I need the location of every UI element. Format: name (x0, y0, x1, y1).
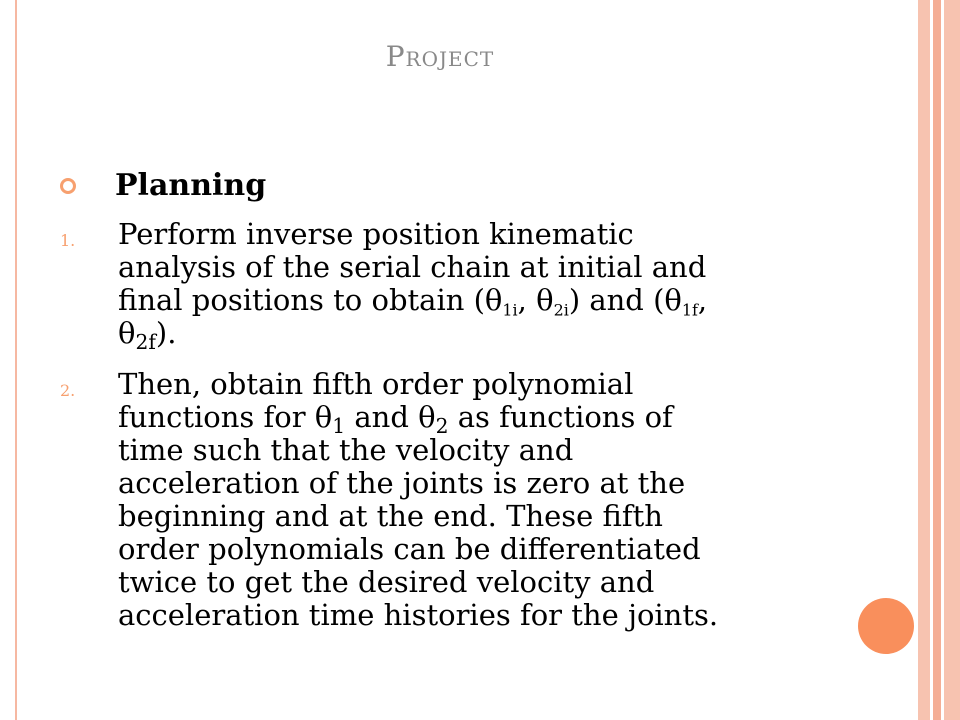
subscript: 1i (502, 300, 518, 320)
text-line: twice to get the desired velocity and (118, 565, 655, 599)
text-line: Then, obtain fifth order polynomial (118, 367, 634, 401)
slide-title: Project (385, 40, 495, 73)
text-line: beginning and at the end. These fifth (118, 499, 663, 533)
ring-bullet-icon (60, 178, 76, 194)
text-line: analysis of the serial chain at initial and (118, 250, 707, 284)
left-border-rule (15, 0, 17, 720)
text-run: functions for θ (118, 400, 333, 434)
text-run: , (697, 283, 708, 317)
text-line: acceleration time histories for the joints. (118, 598, 719, 632)
text-line: Perform inverse position kinematic (118, 217, 634, 251)
subscript: 1 (332, 414, 346, 439)
text-run: and θ (345, 400, 436, 434)
text-run: θ (118, 316, 136, 350)
subscript: 1f (681, 300, 698, 320)
heading-text: Planning (115, 168, 267, 203)
right-decor-stripe (944, 0, 960, 720)
subscript: 2 (435, 414, 449, 439)
list-number: 1. (60, 231, 76, 250)
list-item (60, 368, 820, 632)
text-line: order polynomials can be differentiated (118, 532, 701, 566)
subscript: 2i (553, 300, 569, 320)
text-line (118, 283, 820, 320)
list-item-text (118, 217, 820, 355)
text-line (118, 400, 820, 439)
text-run: ) and (θ (568, 283, 682, 317)
text-line (118, 316, 820, 355)
bullet-heading (60, 168, 266, 203)
right-decor-stripe (918, 0, 930, 720)
list-number: 2. (60, 381, 76, 400)
text-run: as functions of (448, 400, 673, 434)
text-line: acceleration of the joints is zero at the (118, 466, 686, 500)
right-decor-stripe (933, 0, 941, 720)
list-item-text (118, 368, 820, 632)
text-run: ). (155, 316, 177, 350)
text-run: final positions to obtain (θ (118, 283, 503, 317)
text-line: time such that the velocity and (118, 433, 574, 467)
subscript: 2f (135, 330, 156, 355)
list-item (60, 217, 820, 355)
text-run: , θ (517, 283, 554, 317)
decorative-circle (858, 598, 914, 654)
